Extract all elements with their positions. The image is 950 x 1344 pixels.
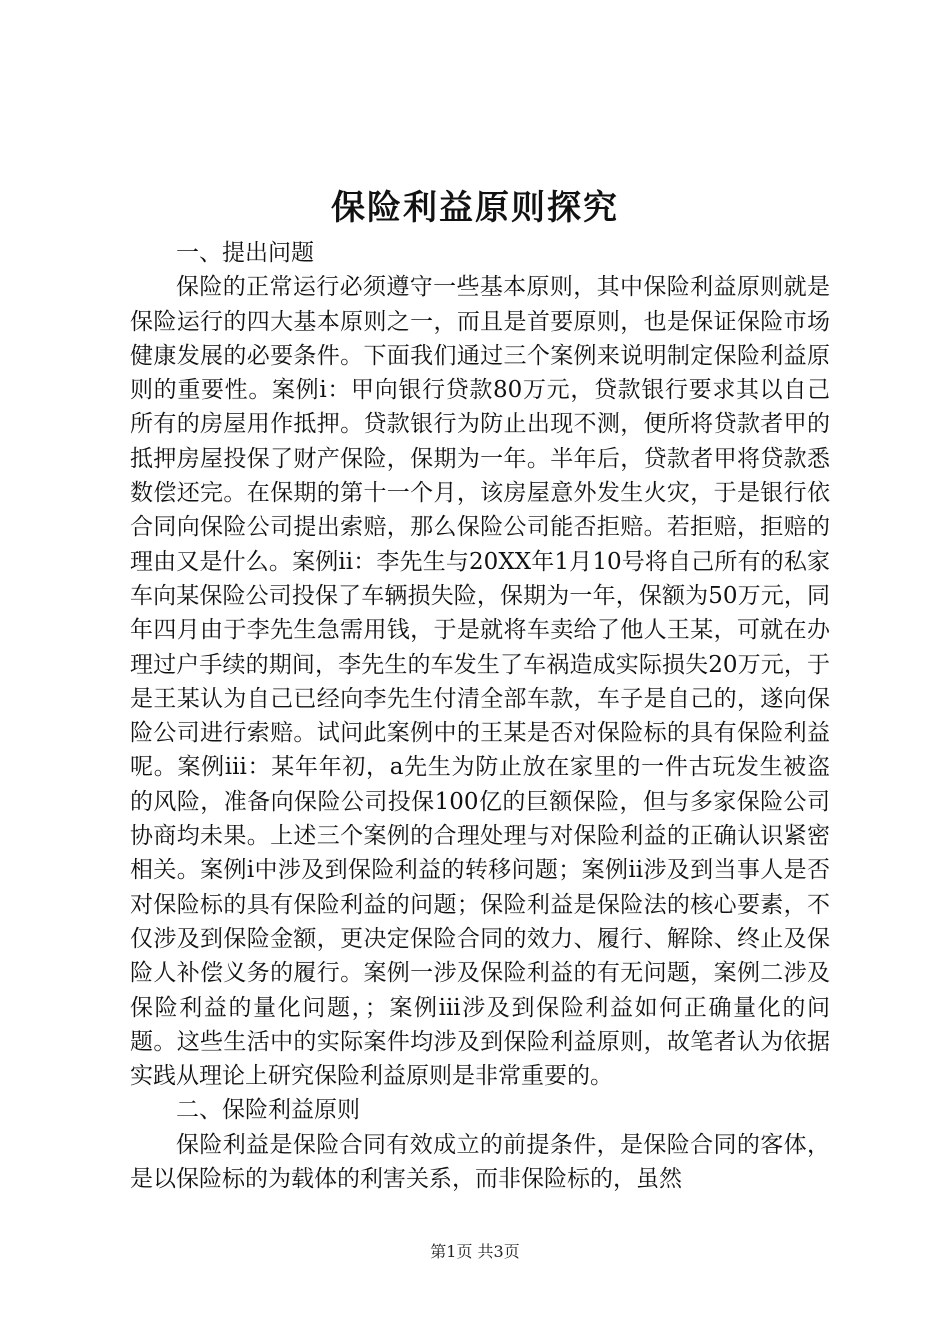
paragraph-1: 保险的正常运行必须遵守一些基本原则，其中保险利益原则就是保险运行的四大基本原则之一，而且是首要原则，也是保证保险市场健康发展的必要条件。下面我们通过三个案例来说明制定保险利益原则的重要性。案例i：甲向银行贷款80万元，贷款银行要求其以自己所有的房屋用作抵押。贷款银行为防止出现不测，便所将贷款者甲的抵押房屋投保了财产保险，保期为一年。半年后，贷款者甲将贷款悉数偿还完。在保期的第十一个月，该房屋意外发生火灾，于是银行依合同向保险公司提出索赔，那么保险公司能否拒赔。若拒赔，拒赔的理由又是什么。案例ii：李先生与20XX年1月10号将自己所有的私家车向某保险公司投保了车辆损失险，保期为一年，保额为50万元，同年四月由于李先生急需用钱，于是就将车卖给了他人王某，可就在办理过户手续的期间，李先生的车发生了车祸造成实际损失20万元，于是王某认为自己已经向李先生付清全部车款，车子是自己的，遂向保险公司进行索赔。试问此案例中的王某是否对保险标的具有保险利益呢。案例iii：某年年初，a先生为防止放在家里的一件古玩发生被盗的风险，准备向保险公司投保100亿的巨额保险，但与多家保险公司协商均未果。上述三个案例的合理处理与对保险利益的正确认识紧密相关。案例i中涉及到保险利益的转移问题；案例ii涉及到当事人是否对保险标的具有保险利益的问题；保险利益是保险法的核心要素，不仅涉及到保险金额，更决定保险合同的效力、履行、解除、终止及保险人补偿义务的履行。案例一涉及保险利益的有无问题，案例二涉及保险利益的量化问题，；案例iii涉及到保险利益如何正确量化的问题。这些生活中的实际案件均涉及到保险利益原则，故笔者认为依据实践从理论上研究保险利益原则是非常重要的。: [130, 274, 830, 1090]
page-number-footer: 第1页 共3页: [430, 1242, 520, 1261]
document-body: [130, 236, 830, 1196]
section-heading-1: 一、提出问题: [176, 240, 314, 266]
section-heading-2: 二、保险利益原则: [176, 1097, 360, 1124]
paragraph-2: 保险利益是保险合同有效成立的前提条件，是保险合同的客体，是以保险标的为载体的利害关系，而非保险标的，虽然: [130, 1131, 830, 1193]
document-title: 保险利益原则探究: [331, 188, 619, 228]
